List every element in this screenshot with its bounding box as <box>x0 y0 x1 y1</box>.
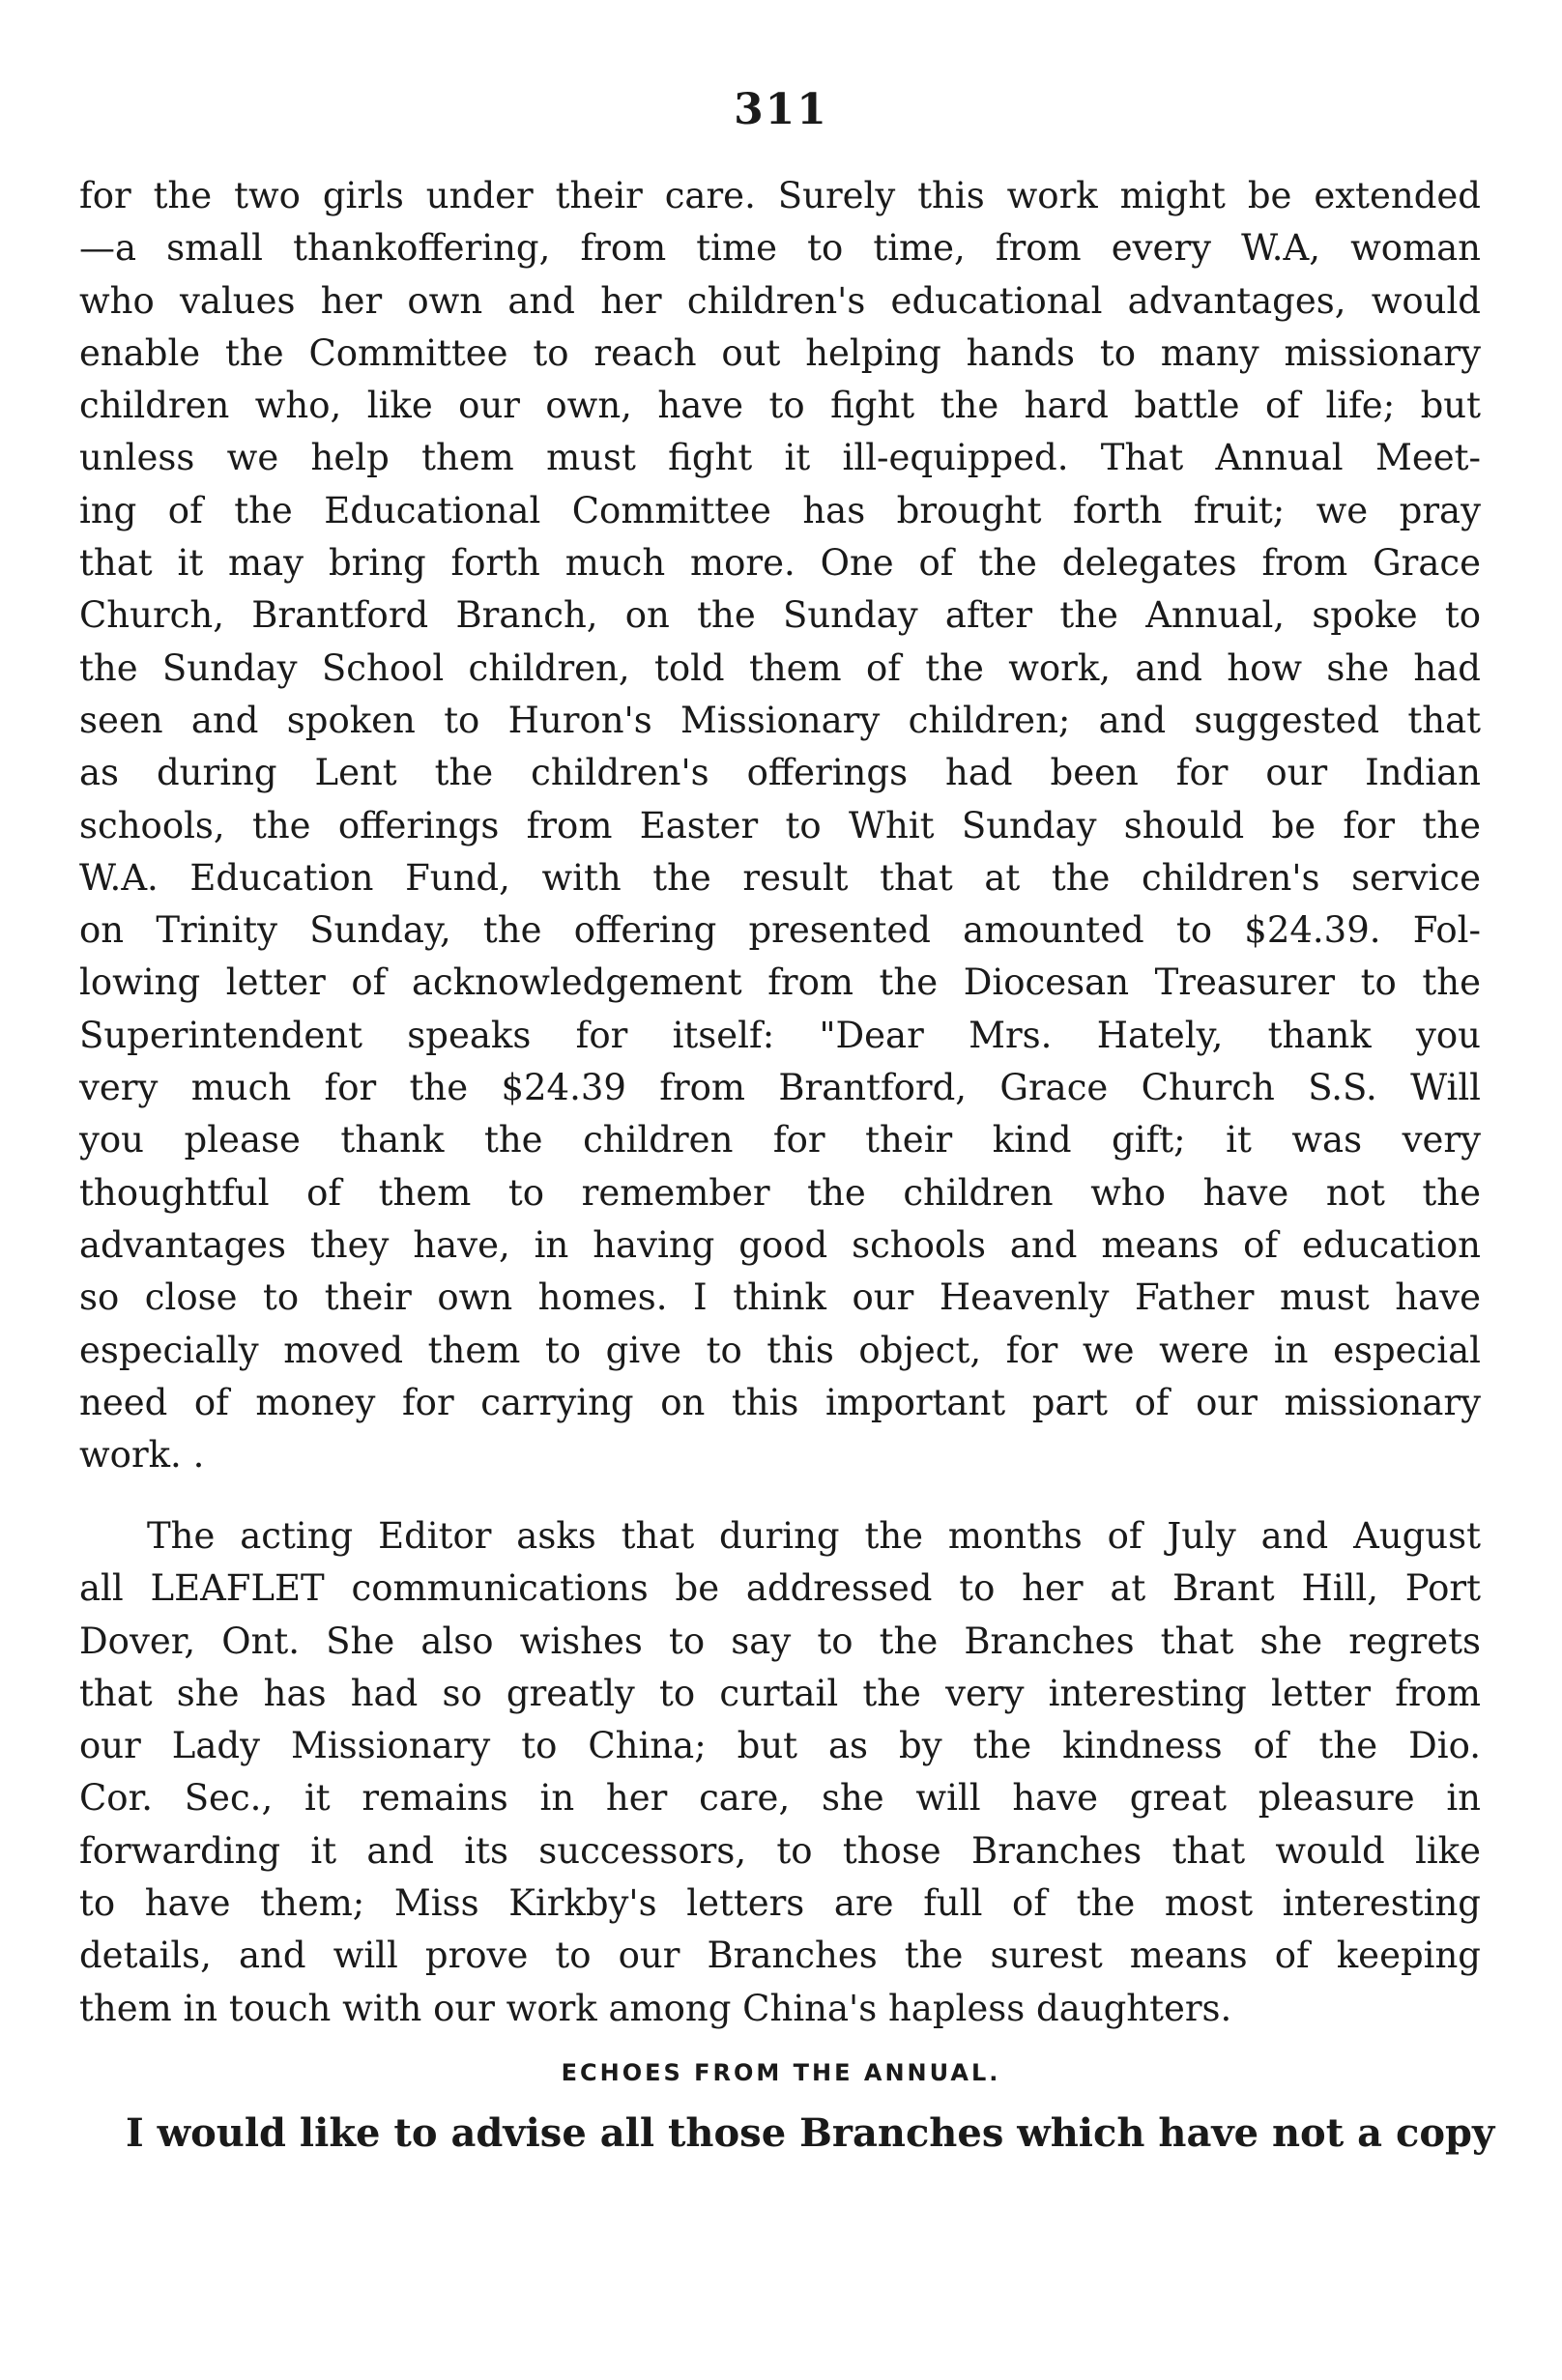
section-first-line: I would like to advise all those Branches which have not a copy <box>126 2110 1495 2156</box>
section-heading: ECHOES FROM THE ANNUAL. <box>561 2059 1001 2086</box>
paragraph-line: forwarding it and its successors, to those Branches that would like <box>79 1829 1481 1872</box>
paragraph-line: who values her own and her children's educational advantages, would <box>79 279 1481 322</box>
paragraph-line: lowing letter of acknowledgement from the Diocesan Treasurer to the <box>79 961 1481 1004</box>
paragraph-line: them in touch with our work among China's hapless daughters. <box>79 1987 1232 2029</box>
paragraph-line: as during Lent the children's offerings had been for our Indian <box>79 752 1481 794</box>
paragraph-line: schools, the offerings from Easter to Whit Sunday should be for the <box>79 804 1481 846</box>
paragraph-line: unless we help them must fight it ill-equipped. That Annual Meet- <box>79 437 1481 479</box>
paragraph-line: need of money for carrying on this important part of our missionary <box>79 1381 1481 1423</box>
paragraph-line: Superintendent speaks for itself: "Dear Mrs. Hately, thank you <box>79 1014 1481 1056</box>
paragraph-line: ing of the Educational Committee has brought forth fruit; we pray <box>79 489 1481 531</box>
paragraph-line: on Trinity Sunday, the offering presented amounted to $24.39. Fol- <box>79 909 1481 952</box>
paragraph-line: for the two girls under their care. Surely this work might be extended <box>79 175 1481 216</box>
paragraph-line: that she has had so greatly to curtail the very interesting letter from <box>79 1672 1481 1714</box>
page-number: 311 <box>734 85 828 134</box>
paragraph-line: that it may bring forth much more. One of the delegates from Grace <box>79 542 1481 585</box>
paragraph-line: work. . <box>79 1434 205 1477</box>
paragraph-line: so close to their own homes. I think our Heavenly Father must have <box>79 1276 1481 1319</box>
paragraph-line: especially moved them to give to this object, for we were in especial <box>79 1329 1481 1371</box>
paragraph-line: our Lady Missionary to China; but as by the kindness of the Dio. <box>79 1725 1481 1767</box>
paragraph-line: Dover, Ont. She also wishes to say to the Branches that she regrets <box>79 1620 1481 1662</box>
paragraph-line: —a small thankoffering, from time to time, from every W.A, woman <box>79 227 1481 270</box>
paragraph-1 <box>79 170 1481 1481</box>
paragraph-line: details, and will prove to our Branches the surest means of keeping <box>79 1935 1481 1977</box>
paragraph-2 <box>79 1510 1481 2035</box>
paragraph-line: The acting Editor asks that during the months of July and August <box>147 1515 1481 1557</box>
paragraph-line: advantages they have, in having good schools and means of education <box>79 1223 1481 1266</box>
paragraph-line: children who, like our own, have to fight the hard battle of life; but <box>79 385 1481 427</box>
paragraph-line: to have them; Miss Kirkby's letters are full of the most interesting <box>79 1882 1481 1925</box>
paragraph-line: Cor. Sec., it remains in her care, she will have great pleasure in <box>79 1777 1481 1820</box>
paragraph-line: W.A. Education Fund, with the result that at the children's service <box>79 856 1481 899</box>
paragraph-line: all LEAFLET communications be addressed to her at Brant Hill, Port <box>79 1567 1481 1610</box>
paragraph-line: you please thank the children for their kind gift; it was very <box>79 1119 1481 1161</box>
paragraph-line: thoughtful of them to remember the children who have not the <box>79 1171 1481 1214</box>
paragraph-line: the Sunday School children, told them of the work, and how she had <box>79 646 1481 689</box>
paragraph-line: seen and spoken to Huron's Missionary children; and suggested that <box>79 699 1481 741</box>
paragraph-line: Church, Brantford Branch, on the Sunday after the Annual, spoke to <box>79 594 1481 637</box>
paragraph-line: very much for the $24.39 from Brantford, Grace Church S.S. Will <box>79 1067 1481 1109</box>
paragraph-line: enable the Committee to reach out helping hands to many missionary <box>79 331 1481 374</box>
